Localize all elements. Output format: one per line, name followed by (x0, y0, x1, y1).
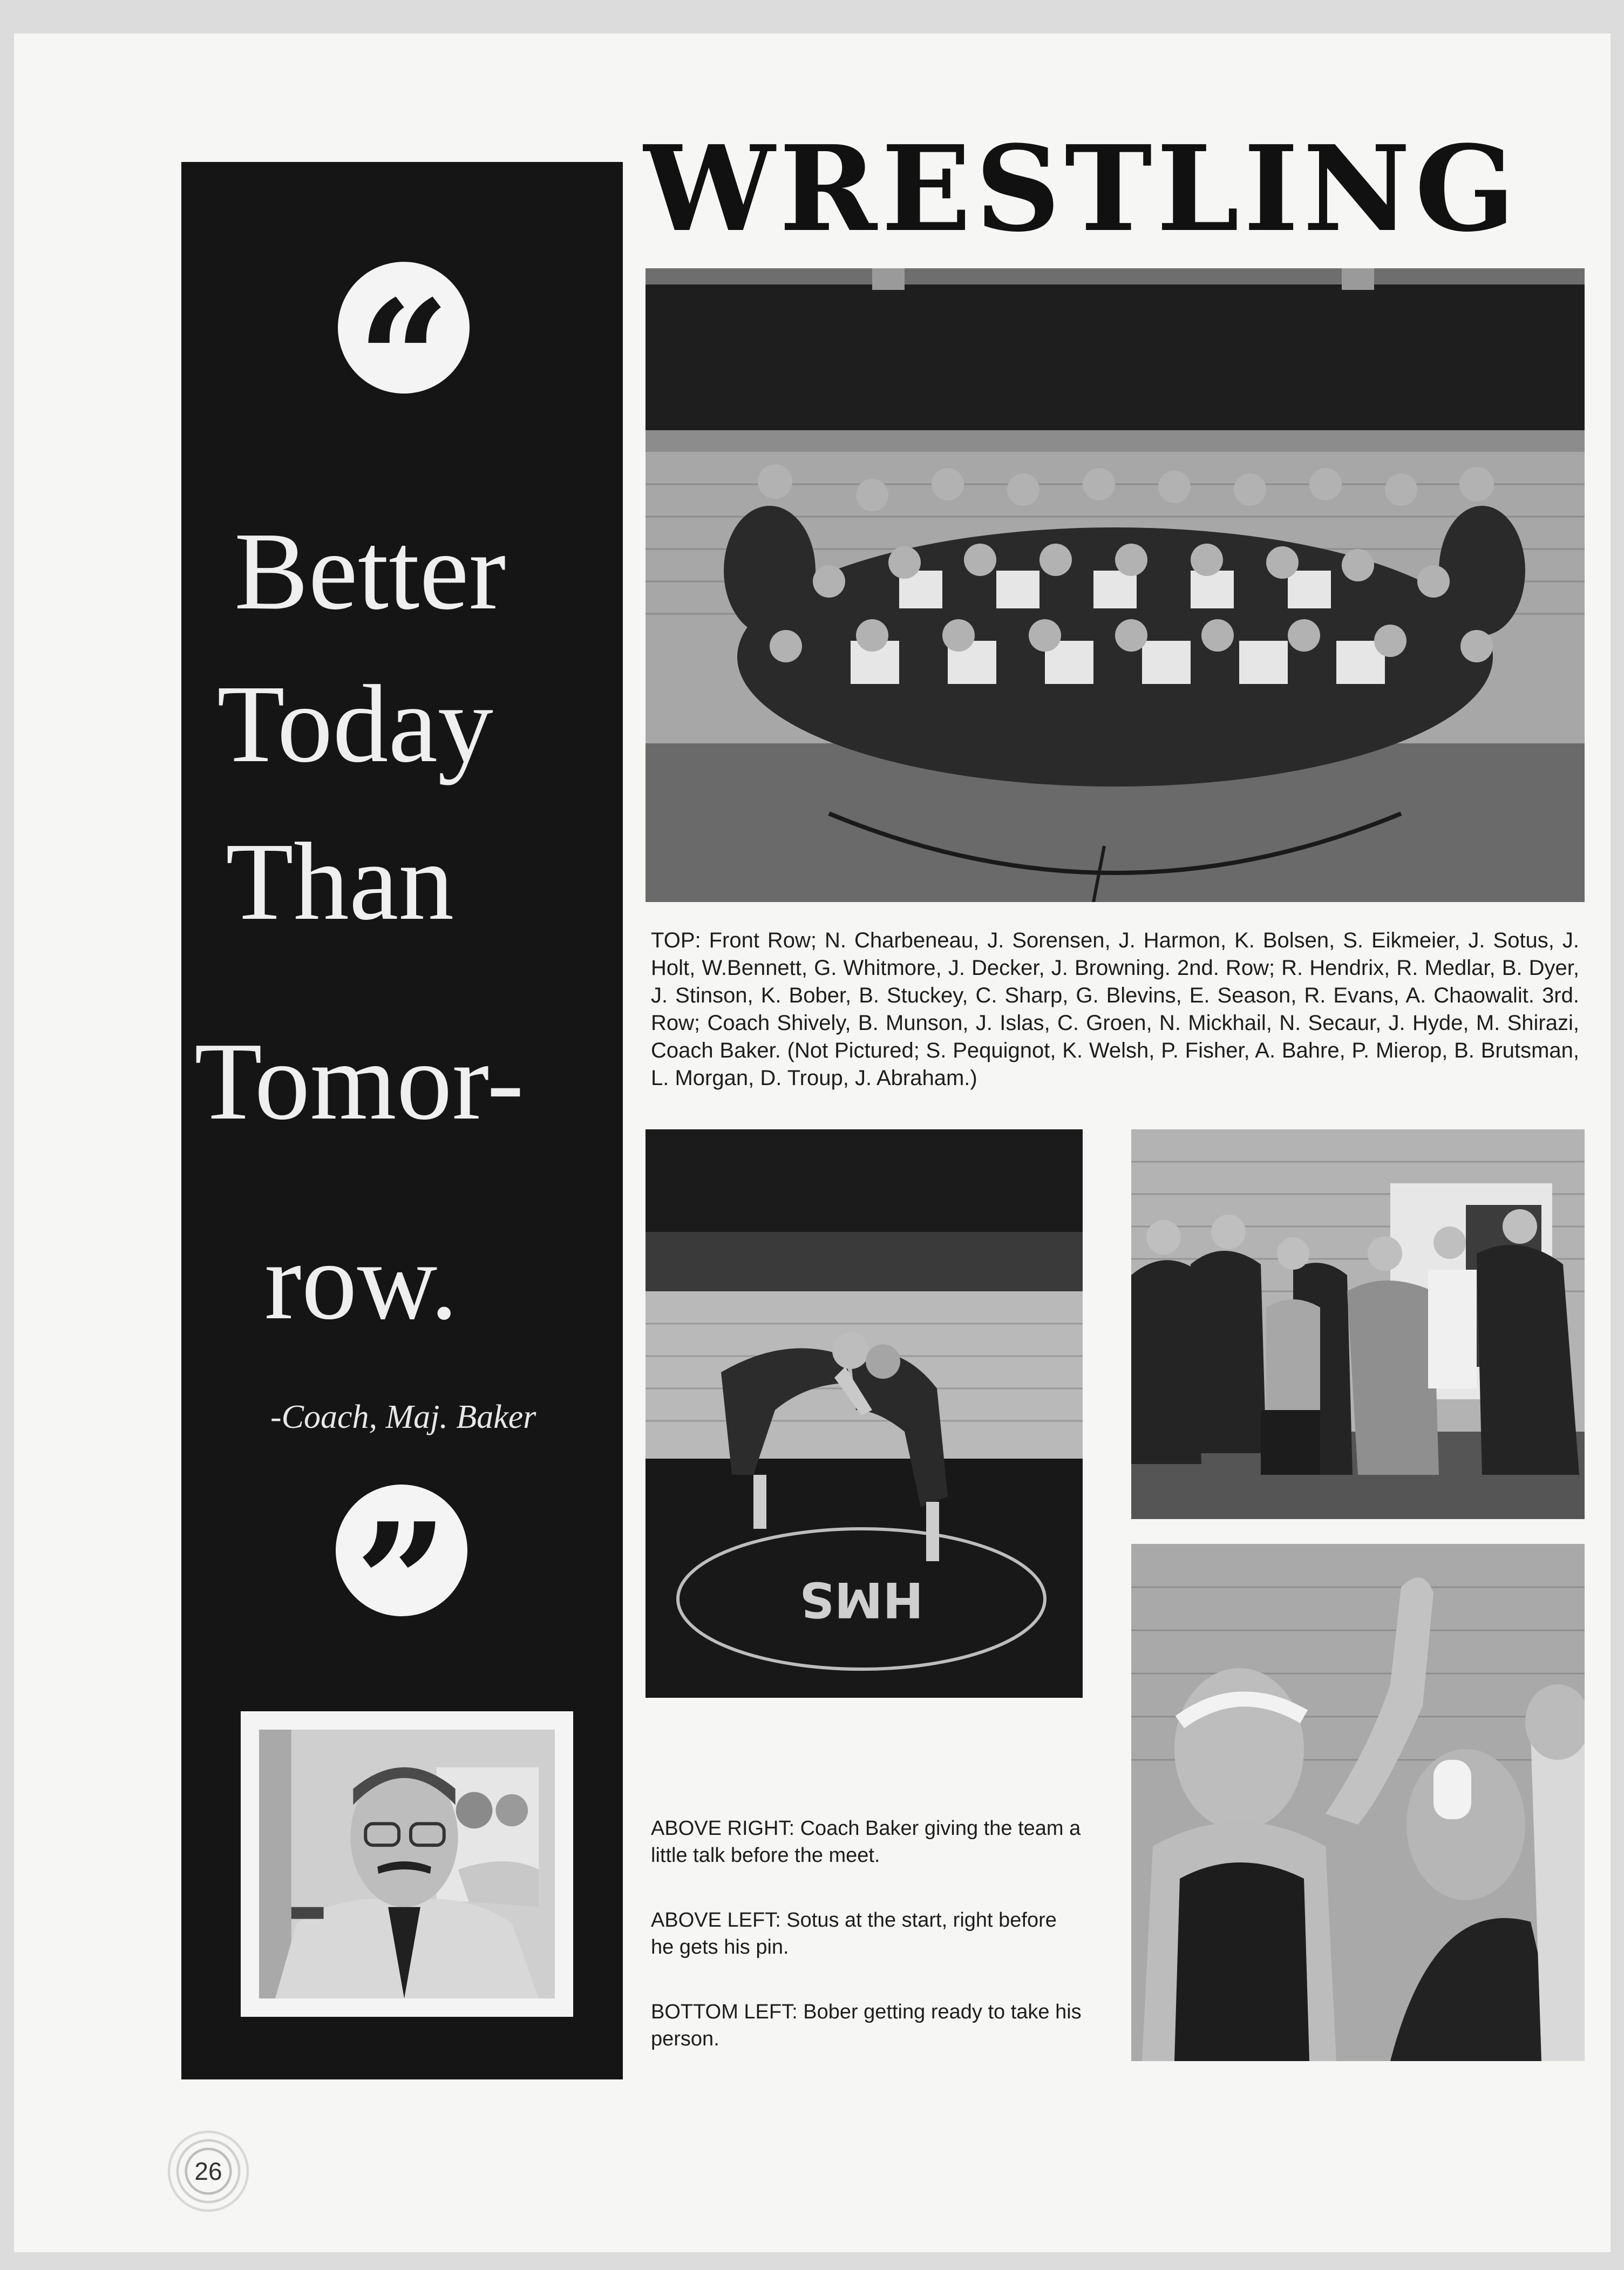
quote-attribution: -Coach, Maj. Baker (270, 1399, 536, 1435)
above-left-caption: ABOVE LEFT: Sotus at the start, right before he gets his pin. (651, 1909, 1057, 1959)
above-right-caption: ABOVE RIGHT: Coach Baker giving the team a little talk before the meet. (651, 1817, 1081, 1867)
quote-line-3: Than (226, 819, 454, 943)
close-quote-mark: ” (336, 1485, 467, 1616)
quote-line-1: Better (234, 509, 506, 633)
match-start-photo (645, 1129, 1083, 1698)
open-quote-mark: “ (338, 262, 470, 394)
mat-lettering: HMS (799, 1571, 923, 1628)
team-photo-caption: TOP: Front Row; N. Charbeneau, J. Sorensen, J. Harmon, K. Bolsen, S. Eikmeier, J. Sotus, J. Holt, W.Bennett, G. Whitmore, J. Decker, J. Browning. 2nd. Row; R. Hendrix, R. Medlar, B. Dyer, J. Stinson, K. Bober, B. Stuckey, C. Sharp, G. Blevins, E. Season, R. Evans, A. Chaowalit. 3rd. Row; Coach Shively, B. Munson, J. Islas, C. Groen, N. Mickhail, N. Secaur, J. Hyde, M. Shirazi, Coach Baker. (Not Pictured; S. Pequignot, K. Welsh, P. Fisher, A. Bahre, P. Mierop, B. Brutsman, L. Morgan, D. Troup, J. Abraham.) (651, 929, 1579, 1090)
coach-portrait-photo (241, 1711, 573, 2017)
page-number: 26 (165, 2128, 252, 2214)
quote-line-2: Today (217, 662, 493, 785)
quote-line-5: row. (264, 1219, 458, 1343)
quote-line-4: Tomor- (194, 1019, 524, 1143)
yearbook-page (14, 33, 1611, 2252)
wrestler-victory-photo (1131, 1544, 1585, 2061)
page-title: WRESTLING (643, 124, 1520, 254)
bottom-left-caption: BOTTOM LEFT: Bober getting ready to take his person. (651, 2001, 1082, 2050)
quote-column (181, 162, 623, 2079)
coach-team-talk-photo (1131, 1129, 1585, 1519)
team-group-photo (645, 268, 1585, 902)
